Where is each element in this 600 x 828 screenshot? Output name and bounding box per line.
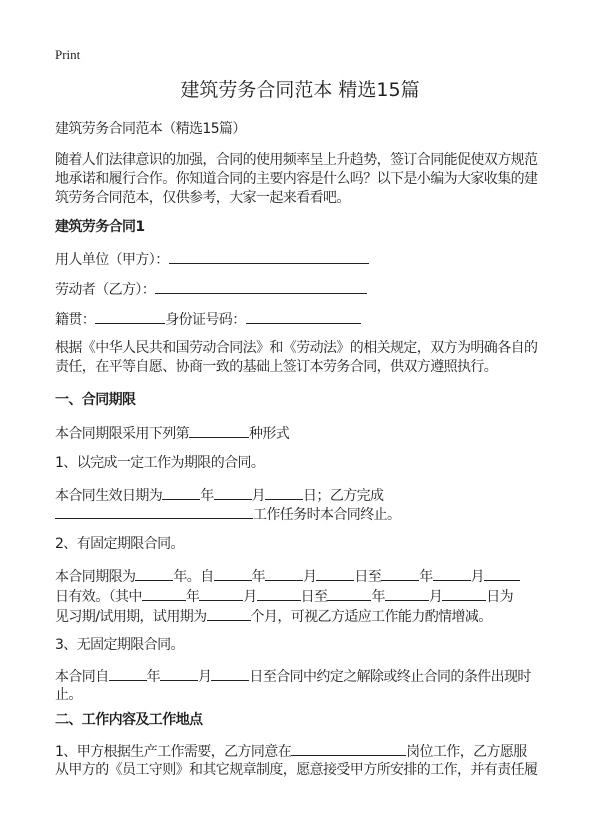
field[interactable] (199, 585, 243, 601)
section1-heading: 一、合同期限 (55, 392, 136, 408)
basis-line: 根据《中华人民共和国劳动合同法》和《劳动法》的相关规定，双方为明确各自的 (55, 340, 538, 356)
native-id-row (55, 308, 361, 330)
text: 月 (243, 589, 257, 605)
text: 见习期/试用期，试用期为 (55, 609, 207, 625)
item1-heading: 1、以完成一定工作为期限的合同。 (55, 455, 265, 471)
section2-p1 (55, 740, 527, 762)
field[interactable] (442, 585, 486, 601)
form-row (55, 422, 289, 444)
field[interactable] (316, 565, 354, 581)
party-a-row (55, 248, 369, 270)
text: 月 (470, 569, 485, 585)
party-b-field[interactable] (155, 278, 367, 294)
item2-row (55, 565, 520, 587)
text: 本合同期限为 (55, 569, 136, 585)
year-field[interactable] (162, 484, 200, 500)
print-link[interactable]: Print (55, 47, 81, 62)
item3-row2: 止。 (55, 687, 82, 703)
text: 年 (371, 589, 385, 605)
text: 工作任务时本合同终止。 (253, 507, 401, 523)
text: 月 (198, 669, 212, 685)
trial-months-field[interactable] (207, 605, 251, 621)
text: 年。自 (173, 569, 214, 585)
position-field[interactable] (291, 740, 406, 756)
text: 本合同自 (55, 669, 109, 685)
item2-heading: 2、有固定期限合同。 (55, 536, 184, 552)
field[interactable] (484, 565, 520, 581)
text: 月 (428, 589, 443, 605)
field[interactable] (433, 565, 471, 581)
contract-heading: 建筑劳务合同1 (55, 219, 145, 235)
intro-line: 地承诺和履行合作。你知道合同的主要内容是什么吗？以下是小编为大家收集的建 (55, 171, 538, 187)
subtitle: 建筑劳务合同范本（精选15篇） (55, 121, 246, 137)
task-field[interactable] (55, 503, 253, 519)
field[interactable] (327, 585, 371, 601)
text: 年 (185, 589, 200, 605)
text: 年 (200, 488, 214, 504)
page-title: 建筑劳务合同范本 精选15篇 (180, 79, 420, 101)
basis-line: 责任，在平等自愿、协商一致的基础上签订本劳务合同，供双方遵照执行。 (55, 359, 498, 375)
field[interactable] (211, 665, 249, 681)
month-field[interactable] (214, 484, 252, 500)
party-b-row (55, 278, 367, 300)
text: 本合同期限采用下列第 (55, 426, 189, 442)
id-number-label: 身份证号码： (165, 312, 246, 328)
text: 年 (251, 569, 266, 585)
party-b-label: 劳动者（乙方）： (55, 282, 156, 298)
item1-row2 (55, 503, 400, 525)
section2-heading: 二、工作内容及工作地点 (55, 712, 203, 728)
field[interactable] (265, 565, 303, 581)
item3-row (55, 665, 531, 687)
section2-p1-line2: 从甲方的《员工守则》和其它规章制度，愿意接受甲方所安排的工作，并有责任履 (55, 762, 538, 778)
text: 本合同生效日期为 (55, 488, 163, 504)
item2-row3 (55, 605, 492, 627)
field[interactable] (135, 565, 173, 581)
text: 日；乙方完成 (303, 488, 384, 504)
party-a-label: 用人单位（甲方）： (55, 252, 169, 268)
field[interactable] (381, 565, 419, 581)
text: 种形式 (249, 426, 290, 442)
intro-line: 筑劳务合同范本，仅供参考，大家一起来看看吧。 (55, 190, 350, 206)
text: 日为 (486, 589, 514, 605)
party-a-field[interactable] (169, 248, 369, 264)
field[interactable] (214, 565, 252, 581)
field[interactable] (142, 585, 186, 601)
field[interactable] (160, 665, 198, 681)
text: 日至合同中约定之解除或终止合同的条件出现时 (249, 669, 531, 685)
text: 1、甲方根据生产工作需要，乙方同意在 (55, 744, 292, 760)
text: 年 (419, 569, 433, 585)
text: 日至 (354, 569, 382, 585)
text: 岗位工作，乙方愿服 (406, 744, 527, 760)
field[interactable] (109, 665, 147, 681)
text: 月 (303, 569, 317, 585)
id-number-field[interactable] (246, 308, 361, 324)
form-field[interactable] (189, 422, 249, 438)
field[interactable] (257, 585, 301, 601)
text: 日有效。（其中 (55, 589, 142, 605)
text: 日至 (300, 589, 328, 605)
item3-heading: 3、无固定期限合同。 (55, 637, 184, 653)
text: 个月，可视乙方适应工作能力酌情增减。 (250, 609, 492, 625)
native-place-label: 籍贯： (55, 312, 96, 328)
field[interactable] (385, 585, 429, 601)
day-field[interactable] (265, 484, 303, 500)
item2-row2 (55, 585, 513, 607)
text: 年 (146, 669, 161, 685)
intro-line: 随着人们法律意识的加强，合同的使用频率呈上升趋势，签订合同能促使双方规范 (55, 152, 538, 168)
text: 月 (251, 488, 266, 504)
native-place-field[interactable] (95, 308, 165, 324)
